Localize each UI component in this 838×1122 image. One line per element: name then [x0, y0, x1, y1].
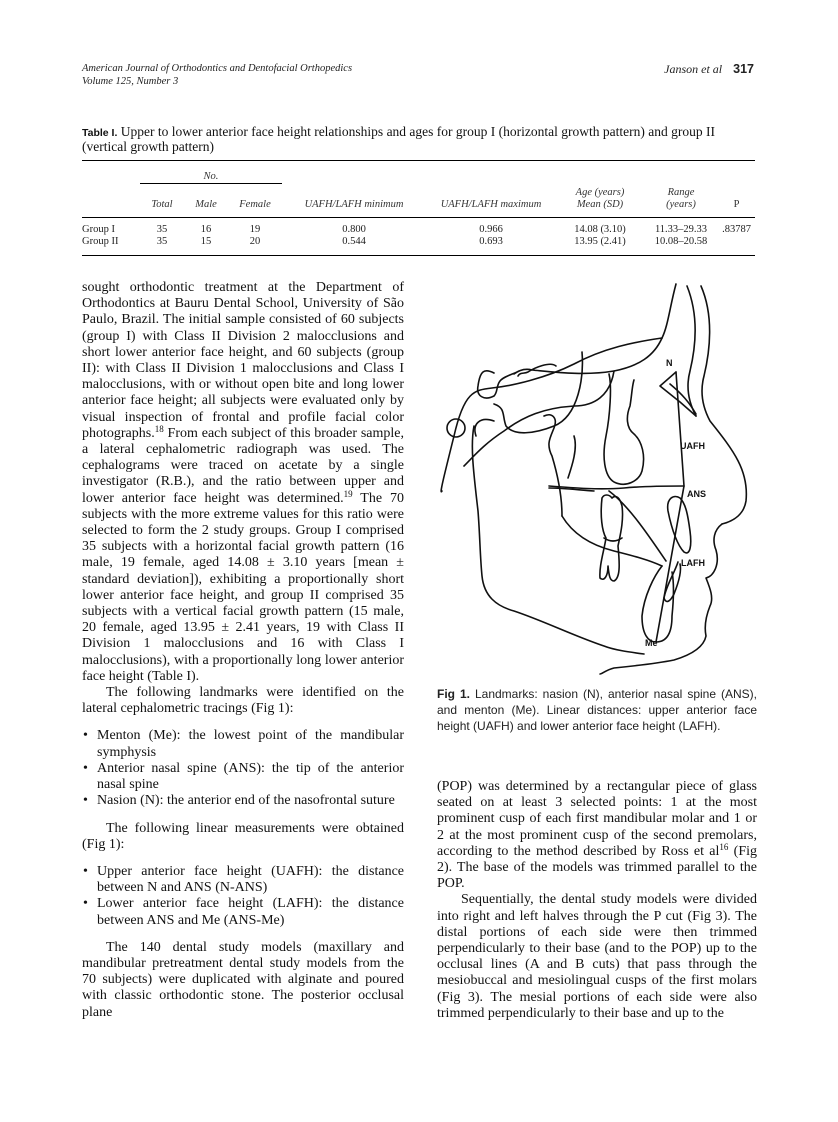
table-caption — [82, 125, 752, 154]
column-header-p: P — [733, 198, 740, 210]
cell-age: 14.08 (3.10) — [574, 223, 626, 235]
table-row — [82, 236, 755, 256]
label-menton: Me — [645, 638, 658, 648]
column-header-age-line1: Age (years) — [575, 186, 625, 198]
cell-group: Group I — [82, 223, 115, 235]
cell-total: 35 — [156, 223, 168, 235]
running-header-right — [664, 62, 754, 77]
label-uafh: UAFH — [680, 441, 705, 451]
column-header-age — [556, 184, 644, 218]
cell-range: 11.33–29.33 — [654, 223, 708, 235]
table-group-header-row — [82, 161, 755, 184]
label-lafh: LAFH — [681, 558, 705, 568]
column-header-max: UAFH/LAFH maximum — [440, 198, 542, 210]
cell-age: 13.95 (2.41) — [574, 235, 626, 247]
table-caption-text: Upper to lower anterior face height relationships and ages for group I (horizontal growth pattern) and group II (vertical growth pattern) — [82, 124, 715, 154]
list-item: • Upper anterior face height (UAFH): the distance between N and ANS (N-ANS) — [82, 864, 404, 896]
reference-18: 18 — [154, 423, 164, 434]
list-item: • Anterior nasal spine (ANS): the tip of the anterior nasal spine — [82, 761, 404, 793]
cell-group: Group II — [82, 235, 119, 247]
paragraph-pop — [437, 779, 757, 892]
column-group-no: No. — [140, 161, 282, 184]
page-number: 317 — [733, 62, 754, 76]
paragraph-landmarks-intro: The following landmarks were identified on the lateral cephalometric tracings (Fig 1): — [82, 685, 404, 717]
figure-caption — [437, 686, 757, 734]
cephalogram-drawing — [434, 276, 759, 676]
label-nasion: N — [666, 358, 673, 368]
reference-16: 16 — [719, 841, 729, 852]
list-item: • Menton (Me): the lowest point of the mandibular symphysis — [82, 728, 404, 760]
cell-max: 0.693 — [479, 235, 503, 247]
cell-total: 35 — [156, 235, 168, 247]
list-item: • Lower anterior face height (LAFH): the distance between ANS and Me (ANS-Me) — [82, 896, 404, 928]
paragraph-study-models: The 140 dental study models (maxillary and mandibular pretreatment dental study models from the 70 subjects) were duplicated with alginate and poured with classic orthodontic stone. The posterior occlusal plane — [82, 939, 404, 1020]
cell-male: 15 — [200, 235, 212, 247]
data-table — [82, 160, 755, 256]
running-header-left — [82, 62, 352, 88]
journal-volume: Volume 125, Number 3 — [82, 76, 179, 87]
text-run: The 70 subjects with the more extreme values for this ratio were selected to form the 2 study groups. Group I comprised 35 subjects with a horizontal facial growth pattern (16 male, 19 female, aged 14.08 ± 3.10 years [mean ± standard deviation]), exhibiting a proportionally short lower anterior face height, and group II comprised 35 subjects with a vertical facial growth pattern (15 male, 20 female, aged 13.95 ± 2.41 years, 19 with Class II Division 1 malocclusions and 16 with Class I malocclusions), with a proportionally long lower anterior face height (Table I). — [82, 490, 405, 684]
cell-range: 10.08–20.58 — [654, 235, 708, 247]
text-run: (POP) was determined by a rectangular piece of glass seated on at least 3 selected points: 1 at the most prominent cusp of each first mandibular molar and 1 or 2 at the most prominent cusp of the second premolars, according to the method described by Ross et al — [437, 779, 757, 859]
cell-female: 19 — [249, 223, 261, 235]
column-header-male: Male — [195, 198, 217, 210]
text-run: (Fig 2). The base of the models was trimmed parallel to the POP. — [437, 843, 757, 892]
cell-p — [718, 236, 755, 256]
column-header-range-line2: (years) — [666, 198, 696, 210]
author-line: Janson et al — [664, 62, 723, 76]
column-header-range-line1: Range — [667, 186, 695, 198]
column-header-female: Female — [239, 198, 271, 210]
table-row — [82, 217, 755, 236]
reference-19: 19 — [343, 488, 353, 499]
paragraph-sample — [82, 280, 404, 685]
label-ans: ANS — [687, 489, 707, 499]
journal-title: American Journal of Orthodontics and Dentofacial Orthopedics — [82, 63, 353, 74]
cell-min: 0.800 — [342, 223, 366, 235]
list-item: • Nasion (N): the anterior end of the nasofrontal suture — [82, 793, 404, 809]
left-column — [82, 280, 404, 1021]
column-header-age-line2: Mean (SD) — [576, 198, 624, 210]
table-header-row — [82, 184, 755, 218]
table-container — [82, 160, 755, 256]
text-run: From each subject of this broader sample, a lateral cephalometric radiograph was used. The cephalograms were traced on acetate by a single investigator (R.B.), and the ratio between upper and lower anterior face height was determined. — [82, 425, 404, 506]
cell-p: .83787 — [722, 223, 751, 235]
cell-max: 0.966 — [479, 223, 503, 235]
cell-female: 20 — [249, 235, 261, 247]
column-header-min: UAFH/LAFH minimum — [304, 198, 404, 210]
landmark-list — [82, 728, 404, 809]
figure-label: Fig 1. — [437, 687, 470, 701]
text-run: sought orthodontic treatment at the Department of Orthodontics at Bauru Dental School, University of São Paulo, Brazil. The initial sample consisted of 60 subjects (group I) with Class II Division 2 malocclusions and short lower anterior face height, and 60 subjects (group II): with Class II Division 1 malocclusions and Class I malocclusions, with or without open bite and long lower anterior face height; all subjects were evaluated only by visual inspection of frontal and profile facial color photographs. — [82, 280, 404, 441]
measurement-list — [82, 864, 404, 929]
figure-caption-text: Landmarks: nasion (N), anterior nasal spine (ANS), and menton (Me). Linear distances: upper anterior face height (UAFH) and lower anterior face height (LAFH). — [437, 687, 758, 733]
paragraph-measurements-intro: The following linear measurements were obtained (Fig 1): — [82, 820, 404, 852]
column-header-total: Total — [151, 198, 173, 210]
cell-male: 16 — [200, 223, 212, 235]
figure-cephalometric-tracing — [434, 276, 759, 676]
right-column — [437, 779, 757, 1022]
cell-min: 0.544 — [342, 235, 366, 247]
column-header-range — [644, 184, 718, 218]
table-label: Table I. — [82, 127, 118, 139]
paragraph-cuts: Sequentially, the dental study models were divided into right and left halves through the P cut (Fig 3). The distal portions of each side were then trimmed perpendicularly to their base (and to the POP) up to the occlusal lines (A and B cuts) that pass through the mesiobuccal and mesiolingual cusps of the first molars (Fig 3). The mesial portions of each side were also trimmed perpendicularly to their base and up to the — [437, 892, 757, 1021]
